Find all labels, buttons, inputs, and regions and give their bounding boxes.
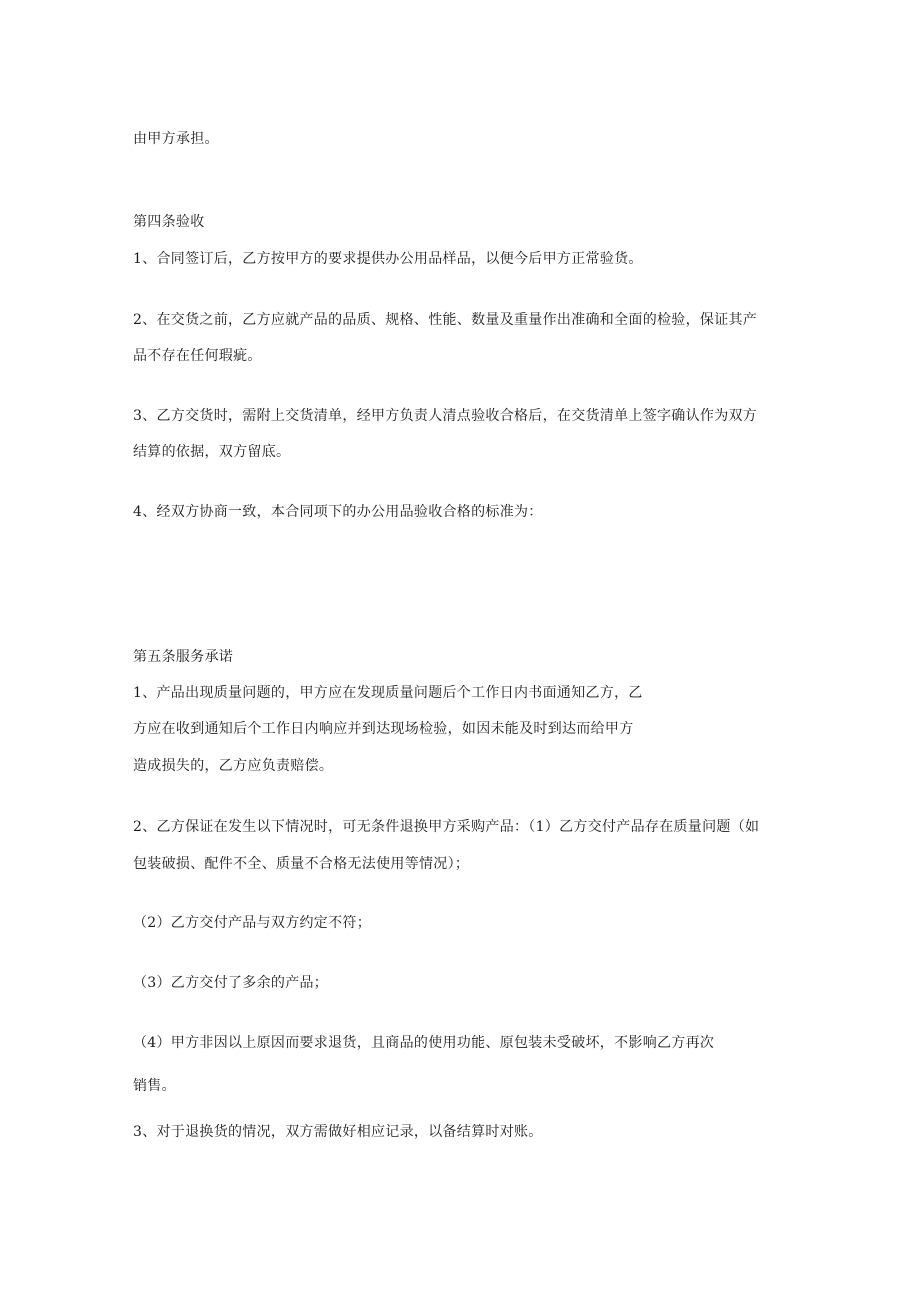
paragraph-line: 造成损失的，乙方应负责赔偿。: [133, 758, 334, 774]
paragraph-line: 结算的依据，双方留底。: [133, 444, 291, 460]
paragraph-line: 由甲方承担。: [133, 131, 219, 147]
paragraph-line: 包装破损、配件不全、质量不合格无法使用等情况）；: [133, 856, 470, 872]
paragraph-line: 2、乙方保证在发生以下情况时，可无条件退换甲方采购产品：（1）乙方交付产品存在质量问题（如: [133, 819, 760, 835]
section-heading-5: 第五条服务承诺: [133, 649, 234, 665]
paragraph-line: 销售。: [133, 1078, 176, 1094]
section-heading-4: 第四条验收: [133, 214, 205, 230]
paragraph-line: 1、产品出现质量问题的，甲方应在发现质量问题后个工作日内书面通知乙方，乙: [133, 685, 643, 701]
paragraph-line: 3、乙方交货时，需附上交货清单，经甲方负责人清点验收合格后，在交货清单上签字确认作为双方: [133, 408, 758, 424]
paragraph-line: 2、在交货之前，乙方应就产品的品质、规格、性能、数量及重量作出准确和全面的检验，保证其产: [133, 312, 758, 328]
paragraph-line: 4、经双方协商一致，本合同项下的办公用品验收合格的标准为：: [133, 504, 543, 520]
paragraph-line: 品不存在任何瑕疵。: [133, 348, 262, 364]
paragraph-line: 3、对于退换货的情况，双方需做好相应记录，以备结算时对账。: [133, 1124, 543, 1140]
paragraph-line: 方应在收到通知后个工作日内响应并到达现场检验，如因未能及时到达而给甲方: [133, 721, 634, 737]
paragraph-line: 1、合同签订后，乙方按甲方的要求提供办公用品样品，以便今后甲方正常验货。: [133, 251, 643, 267]
paragraph-line: （3）乙方交付了多余的产品；: [133, 975, 329, 991]
paragraph-line: （2）乙方交付产品与双方约定不符；: [133, 915, 372, 931]
paragraph-line: （4）甲方非因以上原因而要求退货，且商品的使用功能、原包装未受破坏，不影响乙方再次: [133, 1035, 715, 1051]
